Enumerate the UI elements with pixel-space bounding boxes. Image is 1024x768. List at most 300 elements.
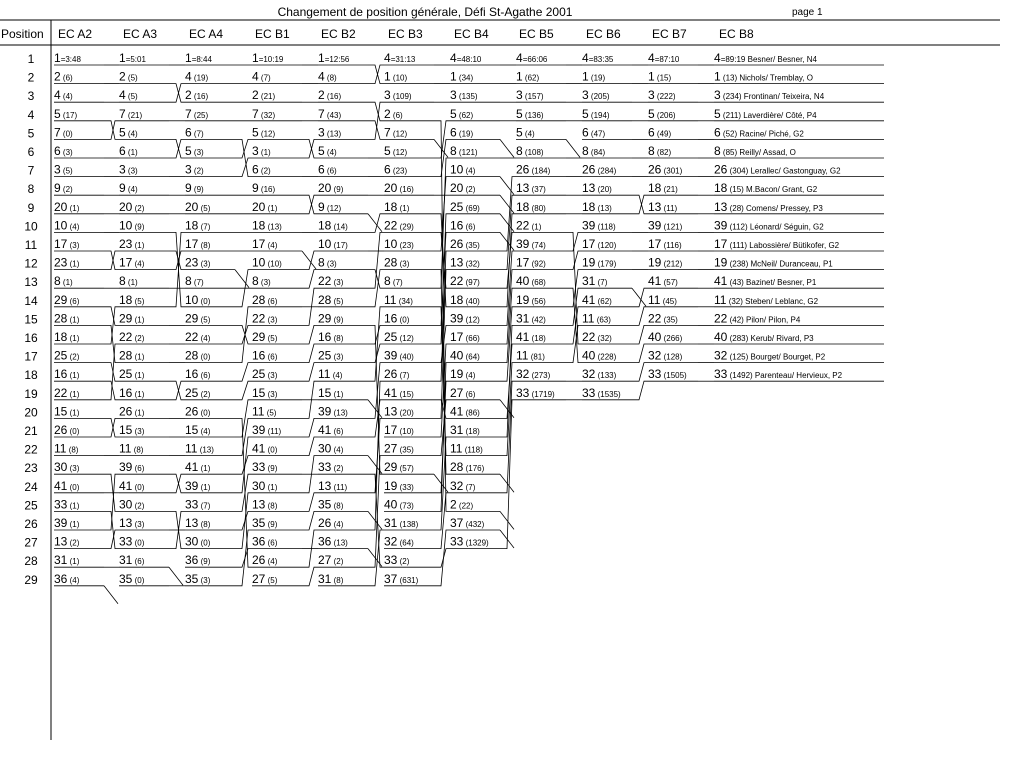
time-gap: (5)	[198, 315, 211, 325]
rank-entry	[185, 516, 211, 530]
team-number: 10	[318, 237, 332, 251]
rank-connector	[302, 567, 318, 586]
team-number: 39	[185, 478, 199, 493]
time-gap: (12)	[397, 334, 414, 343]
team-number: 13	[384, 404, 398, 419]
time-gap: (34)	[396, 296, 413, 306]
time-gap: (8)	[66, 445, 79, 455]
rank-connector	[235, 325, 252, 344]
position-label: 9	[27, 200, 35, 215]
team-number: 25	[318, 348, 332, 363]
time-gap: (0)	[198, 538, 211, 548]
time-gap: (1)	[67, 520, 80, 529]
team-number: 2	[54, 69, 61, 84]
rank-entry	[185, 88, 208, 102]
time-gap: (2)	[198, 389, 211, 399]
time-gap: (2)	[331, 557, 344, 567]
time-gap: (23)	[390, 166, 408, 176]
rank-connector	[235, 158, 252, 177]
time-gap: (40)	[397, 352, 414, 362]
rank-entry	[185, 237, 211, 251]
rank-entry	[119, 349, 145, 363]
rank-connector	[566, 232, 582, 251]
rank-connector	[235, 549, 252, 568]
team-number: 22	[516, 218, 530, 233]
time-gap: (133)	[595, 371, 617, 381]
team-number: 13	[648, 199, 662, 214]
team-number: 19	[384, 478, 398, 493]
rank-entry	[582, 386, 621, 400]
rank-entry	[185, 311, 211, 325]
team-number: 28	[54, 311, 68, 326]
team-number: 20	[119, 199, 133, 214]
time-gap: (6)	[390, 110, 403, 120]
team-number: 13	[119, 516, 133, 530]
rank-entry	[582, 181, 612, 195]
rank-entry	[185, 367, 211, 381]
rank-entry	[54, 51, 81, 65]
team-number: 4	[648, 51, 655, 65]
rank-connector	[434, 400, 450, 456]
team-number: 39	[648, 218, 662, 233]
rank-entry	[252, 256, 282, 270]
position-label: 28	[24, 554, 38, 569]
team-number: 7	[54, 125, 61, 140]
rank-entry	[648, 88, 676, 102]
rank-entry	[516, 70, 539, 84]
rank-connector	[632, 363, 648, 382]
rank-connector	[302, 344, 318, 363]
team-number: 18	[252, 218, 266, 233]
rank-entry	[54, 237, 80, 251]
time-gap: (7)	[198, 222, 211, 232]
rank-entry	[648, 51, 680, 65]
team-detail: (85) Reilly/ Assad, O	[720, 148, 796, 157]
team-number: 32	[582, 367, 596, 382]
team-number: 6	[582, 125, 589, 140]
rank-entry	[582, 144, 605, 158]
time-gap: (3)	[198, 575, 211, 585]
rank-entry	[384, 367, 410, 381]
team-number: 41	[714, 274, 728, 289]
time-gap: (4)	[198, 427, 211, 436]
stage-header: EC B6	[586, 27, 621, 41]
rank-entry	[384, 51, 416, 65]
rank-entry	[54, 460, 80, 474]
position-label: 6	[27, 145, 35, 159]
time-gap: (35)	[463, 241, 480, 250]
rank-entry	[54, 163, 73, 177]
team-number: 19	[450, 367, 464, 382]
team-number: 32	[714, 348, 728, 363]
team-number: 18	[516, 199, 530, 214]
rank-entry	[318, 144, 337, 158]
rank-entry	[54, 200, 80, 214]
rank-entry	[54, 256, 80, 270]
time-gap: (68)	[529, 278, 546, 288]
stage-header: EC A3	[123, 27, 158, 41]
team-number: 1	[582, 69, 589, 84]
rank-connector	[302, 270, 318, 289]
time-gap: (138)	[397, 520, 419, 529]
rank-entry	[185, 386, 211, 400]
time-gap: (86)	[463, 408, 480, 418]
team-number: 11	[714, 292, 727, 307]
team-number: 2	[318, 88, 325, 103]
position-label: 16	[24, 331, 38, 345]
time-gap: (47)	[588, 129, 606, 139]
team-detail: (43) Bazinet/ Besner, P1	[727, 278, 817, 288]
rank-entry	[185, 349, 211, 363]
team-number: 41	[54, 478, 68, 493]
time-gap: (3)	[191, 148, 204, 157]
time-gap: (7)	[390, 278, 403, 288]
rank-entry	[384, 404, 414, 418]
team-detail: (238) McNeil/ Duranceau, P1	[727, 259, 833, 269]
team-number: 3	[648, 88, 655, 103]
rank-entry	[185, 51, 212, 65]
rank-entry	[450, 144, 478, 158]
rank-connector	[235, 363, 252, 382]
rank-entry	[185, 535, 211, 549]
rank-connector	[235, 307, 252, 363]
team-number: 20	[252, 199, 266, 214]
dropout-connector	[169, 567, 183, 585]
rank-connector	[434, 549, 450, 568]
rank-entry	[648, 367, 687, 381]
time-gap: (42)	[529, 315, 546, 325]
rank-connector	[302, 325, 318, 344]
time-gap: (3)	[265, 315, 278, 325]
time-gap: (135)	[456, 92, 478, 102]
rank-entry	[648, 181, 678, 195]
rank-entry	[714, 256, 833, 270]
team-number: 9	[119, 181, 126, 196]
team-number: 15	[119, 423, 133, 437]
rank-entry	[318, 553, 344, 567]
time-gap: (4)	[331, 520, 344, 529]
rank-entry	[450, 274, 480, 288]
time-gap: (1719)	[529, 389, 555, 399]
time-gap: (2)	[60, 185, 73, 195]
team-number: 4	[54, 88, 61, 103]
team-number: 28	[384, 255, 398, 270]
time-gap: (16)	[397, 185, 414, 195]
time-gap: (80)	[529, 203, 546, 213]
time-gap: (4)	[324, 148, 337, 157]
time-gap: (62)	[595, 296, 612, 306]
time-gap: (128)	[661, 352, 683, 362]
rank-entry	[252, 553, 278, 567]
rank-entry	[582, 274, 608, 288]
rank-entry	[450, 88, 478, 102]
team-number: 5	[714, 106, 721, 121]
team-number: 4	[384, 51, 391, 65]
team-number: 41	[252, 441, 266, 456]
rank-entry	[119, 274, 138, 288]
team-number: 32	[450, 478, 464, 493]
rank-entry	[582, 70, 605, 84]
rank-entry	[384, 256, 410, 270]
time-gap: (1505)	[661, 371, 687, 381]
position-label: 14	[24, 293, 38, 308]
position-label: 11	[24, 238, 38, 252]
rank-entry	[54, 423, 80, 437]
rank-entry	[185, 70, 208, 84]
team-number: 13	[450, 255, 464, 270]
team-number: 27	[384, 441, 398, 456]
time-gap: (3)	[265, 389, 278, 399]
team-number: 40	[582, 348, 596, 363]
team-number: 33	[450, 534, 464, 549]
rank-connector	[302, 437, 318, 456]
team-number: 17	[714, 237, 728, 251]
time-gap: (1)	[258, 148, 271, 157]
position-label: 1	[27, 52, 35, 66]
rank-entry	[185, 107, 208, 121]
team-number: 22	[450, 274, 464, 289]
team-number: 40	[648, 330, 662, 344]
team-number: 15	[185, 423, 199, 437]
stage-header: EC B1	[255, 27, 290, 41]
rank-entry	[119, 386, 145, 400]
rank-entry	[582, 163, 617, 177]
time-gap: (3)	[331, 278, 344, 288]
rank-entry	[648, 200, 678, 214]
time-gap: (266)	[661, 334, 683, 343]
time-gap: (16)	[191, 92, 209, 102]
team-number: 11	[185, 441, 198, 456]
team-number: 36	[54, 571, 68, 586]
rank-entry	[119, 70, 138, 84]
rank-entry	[450, 442, 483, 456]
time-gap: (35)	[397, 445, 414, 455]
time-gap: (57)	[397, 464, 414, 474]
position-label: 15	[24, 312, 38, 327]
team-number: 33	[185, 497, 199, 512]
rank-entry	[384, 311, 410, 325]
rank-entry	[384, 423, 414, 437]
time-gap: (176)	[463, 464, 485, 474]
team-detail: (211) Laverdière/ Côté, P4	[720, 110, 817, 120]
rank-entry	[450, 516, 485, 530]
position-label: 26	[24, 517, 38, 531]
rank-entry	[54, 293, 80, 307]
team-number: 7	[185, 106, 192, 121]
rank-entry	[384, 330, 414, 344]
team-number: 22	[648, 311, 662, 326]
dropout-connector	[302, 251, 316, 269]
rank-entry	[119, 367, 145, 381]
time-gap: (13)	[197, 445, 214, 455]
time-gap: (121)	[456, 148, 478, 157]
team-number: 9	[185, 181, 192, 196]
rank-connector	[104, 530, 119, 549]
team-number: 31	[516, 311, 530, 326]
rank-entry	[54, 144, 73, 158]
time-gap: (4)	[330, 371, 343, 381]
rank-entry	[714, 125, 804, 139]
team-number: 20	[54, 199, 68, 214]
team-number: 7	[318, 106, 325, 121]
rank-entry	[318, 163, 337, 177]
time-gap: (0)	[397, 315, 410, 325]
time-gap: (84)	[588, 148, 606, 157]
team-number: 36	[318, 534, 332, 549]
time-gap: (6)	[67, 296, 80, 306]
rank-entry	[450, 293, 480, 307]
rank-entry	[318, 367, 343, 381]
team-number: 3	[516, 88, 523, 103]
time-gap: (12)	[324, 203, 342, 213]
rank-entry	[648, 293, 677, 307]
time-gap: (20)	[595, 185, 612, 195]
rank-entry	[648, 218, 683, 232]
time-gap: (0)	[60, 129, 73, 139]
time-gap: (1)	[67, 389, 80, 399]
team-number: 27	[318, 553, 332, 568]
time-gap: (4)	[198, 334, 211, 343]
team-number: 4	[252, 69, 259, 84]
time-gap: (1)	[67, 203, 80, 213]
rank-entry	[714, 181, 818, 195]
time-gap: (13)	[324, 129, 342, 139]
rank-entry	[252, 163, 271, 177]
time-gap: (11)	[265, 427, 282, 436]
rank-entry	[252, 107, 275, 121]
team-number: 18	[318, 218, 332, 233]
rank-entry	[384, 181, 414, 195]
team-number: 7	[119, 106, 126, 121]
team-number: 26	[185, 404, 199, 419]
time-gap: (1)	[198, 482, 211, 492]
team-number: 41	[119, 478, 133, 493]
team-number: 3	[714, 88, 721, 103]
position-label: 18	[24, 368, 38, 383]
team-number: 1	[252, 51, 259, 65]
rank-entry	[450, 70, 473, 84]
rank-entry	[119, 181, 138, 195]
rank-entry	[185, 293, 211, 307]
rank-connector	[632, 381, 648, 400]
rank-entry	[516, 200, 546, 214]
rank-entry	[119, 535, 145, 549]
rank-connector	[632, 307, 648, 326]
team-number: 40	[384, 497, 398, 512]
time-gap: (15)	[654, 73, 672, 83]
time-gap: (9)	[265, 464, 278, 474]
rank-entry	[318, 181, 344, 195]
time-gap: (2)	[397, 557, 410, 567]
time-gap: (1)	[67, 315, 80, 325]
team-number: 8	[648, 144, 655, 158]
time-gap: (16)	[324, 92, 342, 102]
team-number: 32	[516, 367, 530, 382]
team-number: 26	[252, 553, 266, 568]
team-number: 8	[318, 255, 325, 270]
rank-entry	[318, 330, 344, 344]
time-gap: (12)	[258, 129, 276, 139]
time-gap: (0)	[198, 352, 211, 362]
team-number: 33	[714, 367, 728, 382]
rank-entry	[185, 218, 211, 232]
time-gap: (9)	[331, 185, 344, 195]
team-number: 40	[450, 348, 464, 363]
team-number: 4	[318, 69, 325, 84]
team-number: 31	[54, 553, 68, 568]
rank-entry	[252, 349, 278, 363]
rank-entry	[450, 218, 476, 232]
position-label: 27	[24, 535, 38, 550]
time-gap: (1)	[397, 203, 410, 213]
time-gap: (273)	[529, 371, 551, 381]
team-number: 8	[450, 144, 457, 158]
position-label: 3	[27, 89, 35, 104]
time-gap: (0)	[132, 482, 145, 492]
team-number: 39	[714, 218, 728, 233]
time-gap: (29)	[397, 222, 414, 232]
time-gap: (6)	[324, 166, 337, 176]
team-number: 17	[648, 237, 662, 251]
time-gap: (184)	[529, 166, 551, 176]
rank-entry	[648, 256, 683, 270]
time-gap: (4)	[132, 259, 145, 269]
rank-entry	[318, 256, 337, 270]
time-gap: (9)	[132, 222, 145, 232]
team-number: 3	[119, 162, 126, 177]
team-number: 13	[185, 516, 199, 530]
team-number: 4	[185, 69, 192, 84]
position-label: 19	[24, 386, 38, 401]
time-gap: (4)	[125, 185, 138, 195]
time-gap: (1)	[132, 241, 145, 250]
position-label: 22	[24, 442, 38, 457]
chart-title: Changement de position générale, Défi St-Agathe 2001	[277, 5, 573, 19]
time-gap: (64)	[397, 538, 414, 548]
rank-entry	[384, 144, 407, 158]
team-number: 28	[318, 292, 332, 307]
team-number: 39	[252, 423, 266, 437]
time-gap: (1)	[529, 222, 542, 232]
time-gap: (69)	[463, 203, 480, 213]
rank-entry	[318, 293, 344, 307]
rank-entry	[54, 572, 80, 586]
team-number: 13	[714, 199, 728, 214]
rank-entry	[714, 349, 826, 363]
team-number: 27	[252, 571, 266, 586]
rank-entry	[185, 163, 204, 177]
team-number: 39	[450, 311, 464, 326]
position-label: 13	[24, 275, 38, 290]
rank-entry	[450, 163, 476, 177]
time-gap: (19)	[588, 73, 606, 83]
team-number: 5	[450, 106, 457, 121]
time-gap: (6)	[132, 557, 145, 567]
team-number: 6	[714, 125, 721, 140]
time-gap: (228)	[595, 352, 617, 362]
rank-connector	[368, 232, 384, 288]
rank-entry	[516, 367, 551, 381]
team-number: 4	[714, 51, 721, 65]
time-gap: (1)	[265, 482, 278, 492]
rank-entry	[318, 237, 348, 251]
team-number: 1	[450, 69, 457, 84]
time-gap: (8)	[198, 241, 211, 250]
time-gap: (1)	[67, 259, 80, 269]
team-number: 33	[119, 534, 133, 549]
time-gap: (2)	[132, 203, 145, 213]
team-number: 19	[516, 292, 530, 307]
